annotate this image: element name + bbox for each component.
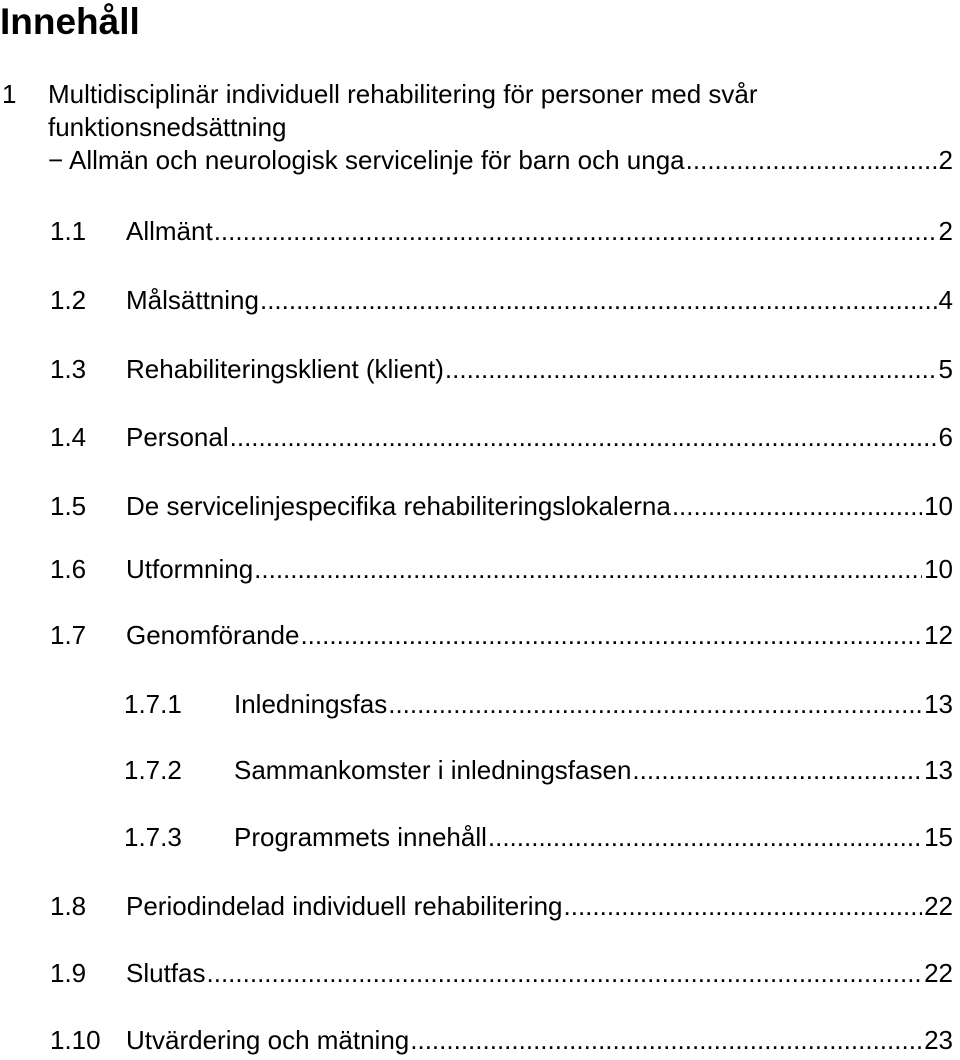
toc-entry-number: 1.7.3	[124, 822, 182, 852]
toc-entry-number: 1.8	[50, 891, 87, 921]
toc-entry-text: Slutfas	[126, 958, 206, 988]
dot-leader	[254, 552, 922, 586]
toc-entry-page: 12	[924, 620, 953, 650]
toc-entry-text: Periodindelad individuell rehabilitering	[126, 891, 563, 921]
toc-entry-text-line2: funktionsnedsättning	[48, 112, 287, 142]
dot-leader	[488, 820, 922, 854]
toc-entry[interactable]	[50, 489, 953, 523]
toc-entry-text: De servicelinjespecifika rehabiliteringslokalerna	[126, 491, 671, 521]
dot-leader	[672, 489, 922, 523]
toc-entry-page: 23	[924, 1025, 953, 1055]
toc-entry-number: 1	[2, 79, 17, 109]
toc-entry-number: 1.6	[50, 554, 87, 584]
toc-entry-number: 1.9	[50, 958, 87, 988]
toc-entry[interactable]	[50, 889, 953, 923]
dot-leader	[388, 687, 922, 721]
toc-entry-page: 10	[924, 554, 953, 584]
toc-entry-text: Programmets innehåll	[234, 822, 487, 852]
toc-entry-number: 1.4	[50, 422, 87, 452]
toc-entry-page: 10	[924, 491, 953, 521]
toc-entry-text: Inledningsfas	[234, 689, 388, 719]
dot-leader	[300, 618, 922, 652]
toc-entry[interactable]	[50, 214, 953, 248]
toc-entry-page: 6	[938, 422, 953, 452]
toc-entry-page: 4	[938, 285, 953, 315]
toc-entry-text: Genomförande	[126, 620, 300, 650]
toc-entry-number: 1.3	[50, 354, 87, 384]
toc-entry-page: 13	[924, 755, 953, 785]
toc-entry[interactable]	[50, 618, 953, 652]
dot-leader	[214, 214, 937, 248]
toc-entry[interactable]	[50, 956, 953, 990]
toc-entry[interactable]	[50, 420, 953, 454]
toc-entry-page: 2	[938, 216, 953, 246]
toc-entry-text: Allmänt	[126, 216, 213, 246]
dot-leader	[260, 283, 937, 317]
toc-entry[interactable]	[50, 1023, 953, 1057]
toc-entry-number: 1.7.2	[124, 755, 182, 785]
toc-entry[interactable]	[50, 552, 953, 586]
dot-leader	[564, 889, 923, 923]
toc-entry-text-line3: − Allmän och neurologisk servicelinje för barn och unga	[48, 145, 685, 175]
dot-leader	[410, 1023, 922, 1057]
toc-entry-number: 1.2	[50, 285, 87, 315]
toc-entry-text: Rehabiliteringsklient (klient)	[126, 354, 444, 384]
toc-entry-text: Personal	[126, 422, 229, 452]
toc-entry-page: 13	[924, 689, 953, 719]
toc-entry-text: Sammankomster i inledningsfasen	[234, 755, 632, 785]
toc-entry-text: Utformning	[126, 554, 254, 584]
dot-leader	[445, 352, 937, 386]
toc-entry-text: Målsättning	[126, 285, 259, 315]
toc-entry[interactable]	[50, 352, 953, 386]
toc-entry-number: 1.7.1	[124, 689, 182, 719]
toc-title: Innehåll	[0, 1, 140, 42]
toc-entry-text-line1: Multidisciplinär individuell rehabilitering för personer med svår	[48, 79, 758, 109]
toc-entry-page: 15	[924, 822, 953, 852]
dot-leader	[632, 753, 922, 787]
dot-leader	[686, 144, 937, 177]
toc-entry-page: 22	[924, 958, 953, 988]
toc-entry-number: 1.1	[50, 216, 87, 246]
toc-entry-text: Utvärdering och mätning	[126, 1025, 410, 1055]
toc-entry[interactable]	[124, 753, 953, 787]
toc-entry-page: 5	[938, 354, 953, 384]
toc-entry-page: 22	[924, 891, 953, 921]
toc-entry[interactable]	[124, 820, 953, 854]
toc-entry-number: 1.7	[50, 620, 87, 650]
dot-leader	[230, 420, 937, 454]
dot-leader	[207, 956, 923, 990]
toc-entry[interactable]	[124, 687, 953, 721]
toc-entry-number: 1.10	[50, 1025, 101, 1055]
toc-entry-page: 2	[938, 145, 953, 175]
toc-entry[interactable]	[50, 283, 953, 317]
toc-entry-number: 1.5	[50, 491, 87, 521]
